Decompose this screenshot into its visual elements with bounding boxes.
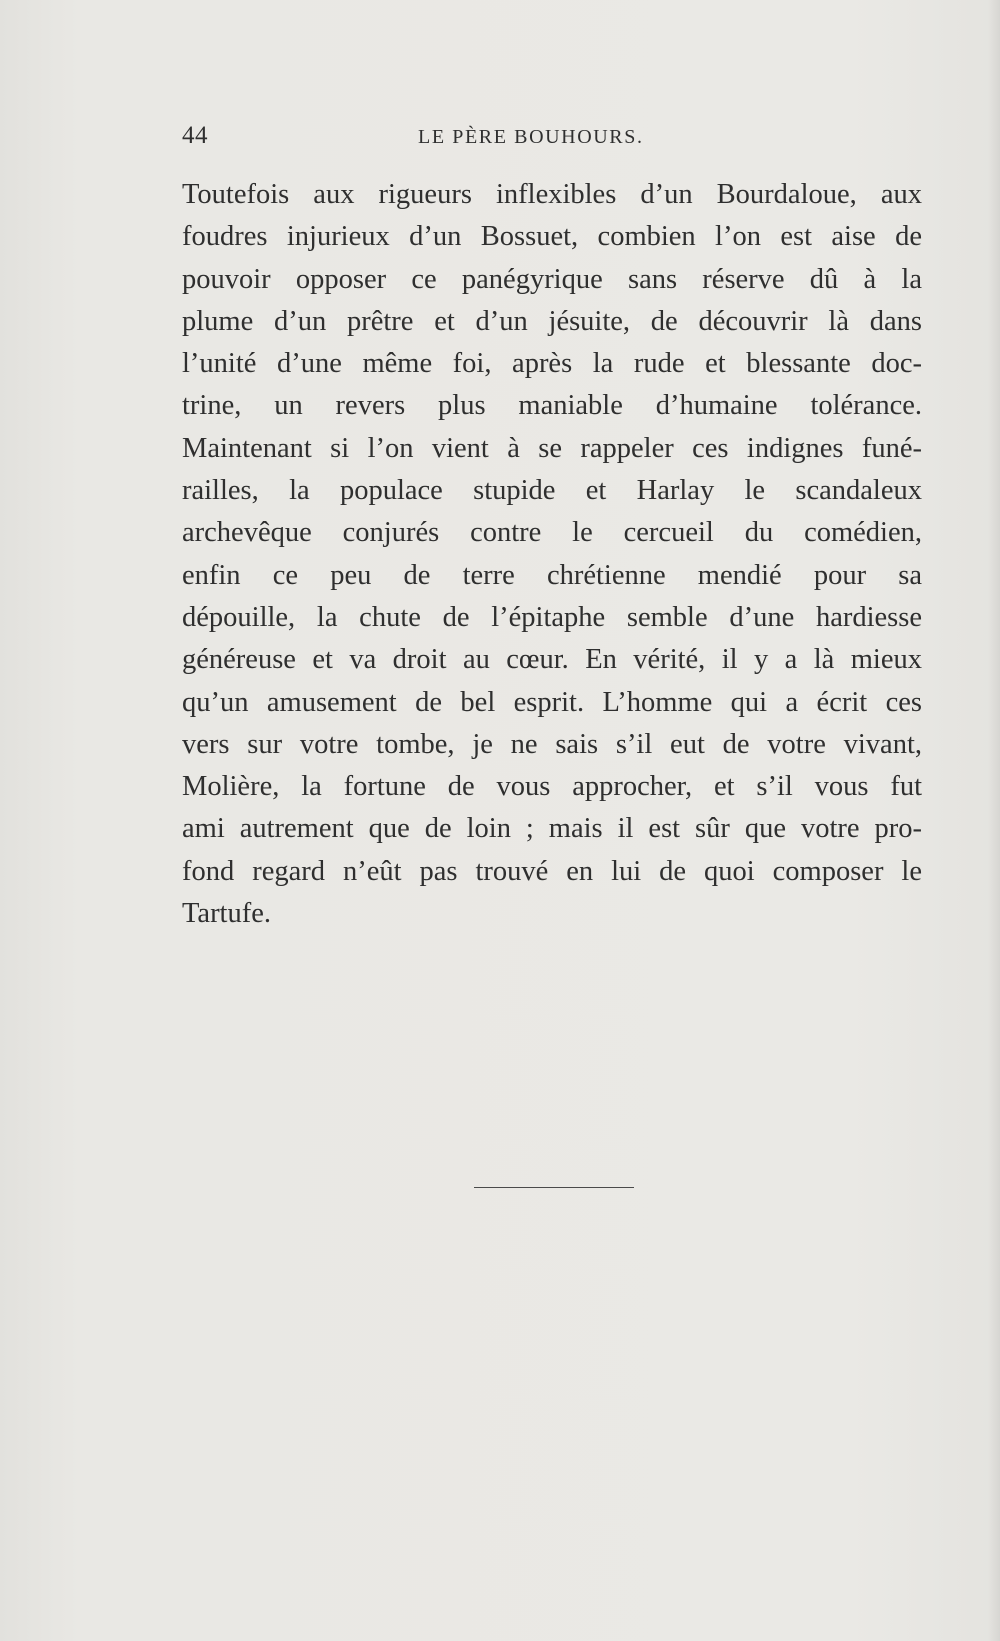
running-header <box>182 122 920 156</box>
body-text <box>182 174 922 935</box>
text-line: ami autrement que de loin ; mais il est sûr que votre pro- <box>182 813 922 845</box>
text-line: trine, un revers plus maniable d’humaine tolérance. <box>182 390 922 422</box>
text-line: railles, la populace stupide et Harlay le scandaleux <box>182 475 922 507</box>
section-end-rule <box>474 1187 634 1188</box>
text-line: généreuse et va droit au cœur. En vérité, il y a là mieux <box>182 644 922 676</box>
text-line: Molière, la fortune de vous approcher, et s’il vous fut <box>182 771 922 803</box>
text-line: fond regard n’eût pas trouvé en lui de quoi composer le <box>182 855 922 887</box>
text-line: Toutefois aux rigueurs inflexibles d’un Bourdaloue, aux <box>182 179 922 210</box>
page-edge-shadow <box>988 0 1000 1641</box>
text-line: foudres injurieux d’un Bossuet, combien l’on est aise de <box>182 221 922 253</box>
text-line: enfin ce peu de terre chrétienne mendié pour sa <box>182 559 922 591</box>
text-line-last: Tartufe. <box>182 898 271 930</box>
text-line: vers sur votre tombe, je ne sais s’il eut de votre vivant, <box>182 728 922 760</box>
text-line: archevêque conjurés contre le cercueil du comédien, <box>182 517 922 549</box>
running-title: LE PÈRE BOUHOURS. <box>418 126 644 148</box>
text-line: dépouille, la chute de l’épitaphe semble d’une hardiesse <box>182 601 922 633</box>
text-line: Maintenant si l’on vient à se rappeler ces indignes funé- <box>182 432 922 464</box>
text-line: l’unité d’une même foi, après la rude et blessante doc- <box>182 348 922 380</box>
text-line: plume d’un prêtre et d’un jésuite, de découvrir là dans <box>182 305 922 337</box>
text-line: pouvoir opposer ce panégyrique sans réserve dû à la <box>182 263 922 295</box>
text-line: qu’un amusement de bel esprit. L’homme qui a écrit ces <box>182 686 922 718</box>
page-number: 44 <box>182 122 208 149</box>
